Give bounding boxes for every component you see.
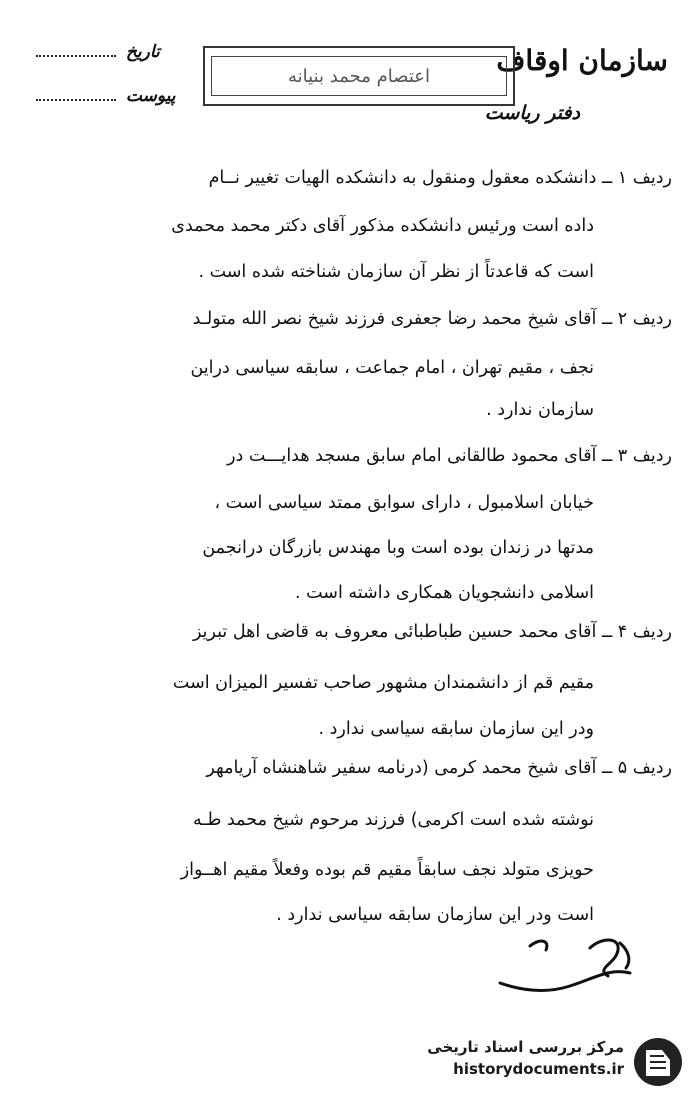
- office-label: دفتر ریاست: [484, 102, 580, 124]
- body-line: حویزی متولد نجف سابقاً مقیم قم بوده وفعلاً مقیم اهــواز: [180, 860, 594, 880]
- body-line: داده است ورئیس دانشکده مذکور آقای دکتر محمد محمدی: [171, 216, 594, 236]
- body-line: ردیف ۵ ــ آقای شیخ محمد کرمی (درنامه سفیر شاهنشاه آریامهر: [206, 758, 672, 778]
- body-line: است ودر این سازمان سابقه سیاسی ندارد .: [276, 905, 594, 925]
- watermark: [388, 1032, 688, 1092]
- body-line: است که قاعدتاً از نظر آن سازمان شناخته شده است .: [198, 262, 594, 282]
- body-line: ردیف ۳ ــ آقای محمود طالقانی امام سابق مسجد هدایـــت در: [227, 446, 672, 466]
- archive-logo-icon: [632, 1036, 684, 1088]
- attachment-label: پیوست: [125, 86, 176, 106]
- header-stamp: [203, 46, 515, 106]
- date-label: تاریخ: [125, 42, 160, 62]
- attachment-field: [36, 86, 176, 106]
- body-line: ردیف ۲ ــ آقای شیخ محمد رضا جعفری فرزند شیخ نصر الله متولـد: [192, 309, 672, 329]
- body-line: مدتها در زندان بوده است وبا مهندس بازرگان درانجمن: [202, 538, 594, 558]
- body-line: ردیف ۱ ــ دانشکده معقول ومنقول به دانشکده الهیات تغییر نــام: [208, 168, 672, 188]
- body-line: مقیم قم از دانشمندان مشهور صاحب تفسیر المیزان است: [172, 673, 594, 693]
- stamp-text: اعتصام محمد بنیانه: [211, 56, 507, 96]
- date-field: [36, 42, 160, 62]
- watermark-url: historydocuments.ir: [453, 1060, 624, 1078]
- body-line: اسلامی دانشجویان همکاری داشته است .: [294, 583, 594, 603]
- attachment-dotted-line: [36, 99, 116, 101]
- organization-title: سازمان اوقاف: [496, 44, 668, 77]
- body-line: نوشته شده است اکرمی) فرزند مرحوم شیخ محمد طـه: [192, 810, 594, 830]
- body-line: ودر این سازمان سابقه سیاسی ندارد .: [318, 719, 594, 739]
- body-line: نجف ، مقیم تهران ، امام جماعت ، سابقه سیاسی دراین: [190, 358, 594, 378]
- body-line: خیابان اسلامبول ، دارای سوابق ممتد سیاسی است ،: [214, 493, 594, 513]
- signature-mark: [490, 928, 640, 1008]
- date-dotted-line: [36, 55, 116, 57]
- body-line: سازمان ندارد .: [486, 400, 594, 420]
- watermark-persian: مرکز بررسی اسناد تاریخی: [427, 1038, 624, 1056]
- body-line: ردیف ۴ ــ آقای محمد حسین طباطبائی معروف به قاضی اهل تبریز: [192, 622, 672, 642]
